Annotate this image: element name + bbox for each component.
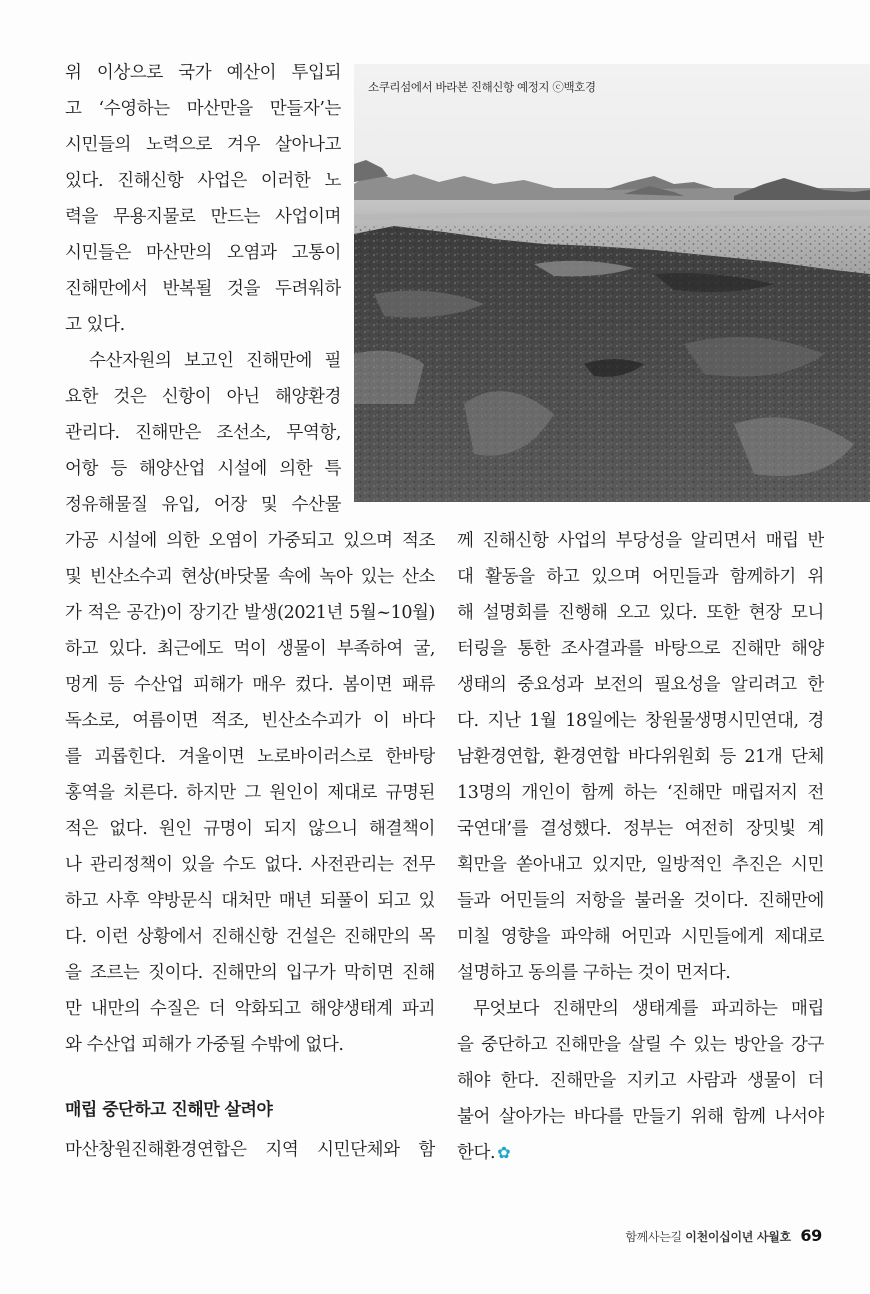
- body-line: 들과 어민들의 저항을 불러올 것이다. 진해만에: [457, 891, 824, 911]
- paragraph-start-line: 무엇보다 진해만의 생태계를 파괴하는 매립: [473, 999, 824, 1019]
- body-line: 시민들은 마산만의 오염과 고통이: [65, 243, 341, 263]
- body-line: 13명의 개인이 함께 하는 ‘진해만 매립저지 전: [457, 783, 824, 803]
- body-line: 터링을 통한 조사결과를 바탕으로 진해만 해양: [457, 639, 824, 659]
- section-heading: 매립 중단하고 진해만 살려야: [65, 1100, 273, 1120]
- body-line: 하고 있다. 최근에도 먹이 생물이 부족하여 굴,: [65, 639, 435, 659]
- body-line: 가공 시설에 의한 오염이 가중되고 있으며 적조: [65, 531, 435, 551]
- body-line: 고 있다.: [65, 315, 125, 335]
- body-line: 멍게 등 수산업 피해가 매우 컸다. 봄이면 패류: [65, 675, 435, 695]
- body-line: 를 괴롭힌다. 겨울이면 노로바이러스로 한바탕: [65, 747, 435, 767]
- body-line: 및 빈산소수괴 현상(바닷물 속에 녹아 있는 산소: [65, 567, 435, 587]
- body-line: 요한 것은 신항이 아닌 해양환경: [65, 387, 341, 407]
- body-line: 생태의 중요성과 보전의 필요성을 알리려고 한: [457, 675, 824, 695]
- body-line: 정유해물질 유입, 어장 및 수산물: [65, 495, 341, 515]
- body-line: 나 관리정책이 있을 수도 없다. 사전관리는 전무: [65, 855, 435, 875]
- photo-caption: 소쿠리섬에서 바라본 진해신항 예정지 ⓒ백호경: [368, 80, 596, 94]
- body-line: 대 활동을 하고 있으며 어민들과 함께하기 위: [457, 567, 824, 587]
- body-line: 하고 사후 약방문식 대처만 매년 되풀이 되고 있: [65, 891, 435, 911]
- body-line: 시민들의 노력으로 겨우 살아나고: [65, 135, 341, 155]
- page-number: 69: [800, 1226, 822, 1245]
- body-line: 만 내만의 수질은 더 악화되고 해양생태계 파괴: [65, 999, 435, 1019]
- issue-label: 이천이십이년 사월호: [685, 1230, 791, 1244]
- body-line: 국연대’를 결성했다. 정부는 여전히 장밋빛 계: [457, 819, 824, 839]
- paragraph-start-line: 수산자원의 보고인 진해만에 필: [89, 351, 341, 371]
- body-line: 미칠 영향을 파악해 어민과 시민들에게 제대로: [457, 927, 824, 947]
- body-line-text: 한다.: [457, 1143, 496, 1163]
- body-line-last: [457, 1135, 824, 1171]
- body-line: 마산창원진해환경연합은 지역 시민단체와 함: [65, 1140, 435, 1160]
- body-line: 획만을 쏟아내고 있지만, 일방적인 추진은 시민: [457, 855, 824, 875]
- body-line: 적은 없다. 원인 규명이 되지 않으니 해결책이: [65, 819, 435, 839]
- body-line: 설명하고 동의를 구하는 것이 먼저다.: [457, 963, 731, 983]
- body-line: 있다. 진해신항 사업은 이러한 노: [65, 171, 341, 191]
- body-line: 불어 살아가는 바다를 만들기 위해 함께 나서야: [457, 1107, 824, 1127]
- body-line: 해 설명회를 진행해 오고 있다. 또한 현장 모니: [457, 603, 824, 623]
- body-line: 가 적은 공간)이 장기간 발생(2021년 5월~10월): [65, 603, 435, 623]
- body-line: 와 수산업 피해가 가중될 수밖에 없다.: [65, 1035, 344, 1055]
- body-line: 을 중단하고 진해만을 살릴 수 있는 방안을 강구: [457, 1035, 824, 1055]
- rocky-shore-image: [354, 64, 870, 502]
- body-line: 홍역을 치른다. 하지만 그 원인이 제대로 규명된: [65, 783, 435, 803]
- body-line: 남환경연합, 환경연합 바다위원회 등 21개 단체: [457, 747, 824, 767]
- coastline-photo: [354, 64, 870, 502]
- body-line: 독소로, 여름이면 적조, 빈산소수괴가 이 바다: [65, 711, 435, 731]
- flower-end-icon: ✿: [497, 1143, 511, 1162]
- body-line: 해야 한다. 진해만을 지키고 사람과 생물이 더: [457, 1071, 824, 1091]
- body-line: 께 진해신항 사업의 부당성을 알리면서 매립 반: [457, 531, 824, 551]
- body-line: 진해만에서 반복될 것을 두려워하: [65, 279, 341, 299]
- body-line: 다. 이런 상황에서 진해신항 건설은 진해만의 목: [65, 927, 435, 947]
- magazine-name: 함께사는길: [625, 1230, 682, 1244]
- body-line: 어항 등 해양산업 시설에 의한 특: [65, 459, 341, 479]
- body-line: 고 ‘수영하는 마산만을 만들자’는: [65, 99, 341, 119]
- page-footer: [625, 1226, 822, 1245]
- body-line: 을 조르는 짓이다. 진해만의 입구가 막히면 진해: [65, 963, 435, 983]
- body-line: 관리다. 진해만은 조선소, 무역항,: [65, 423, 341, 443]
- body-line: 위 이상으로 국가 예산이 투입되: [65, 63, 341, 83]
- body-line: 력을 무용지물로 만드는 사업이며: [65, 207, 341, 227]
- body-line: 다. 지난 1월 18일에는 창원물생명시민연대, 경: [457, 711, 824, 731]
